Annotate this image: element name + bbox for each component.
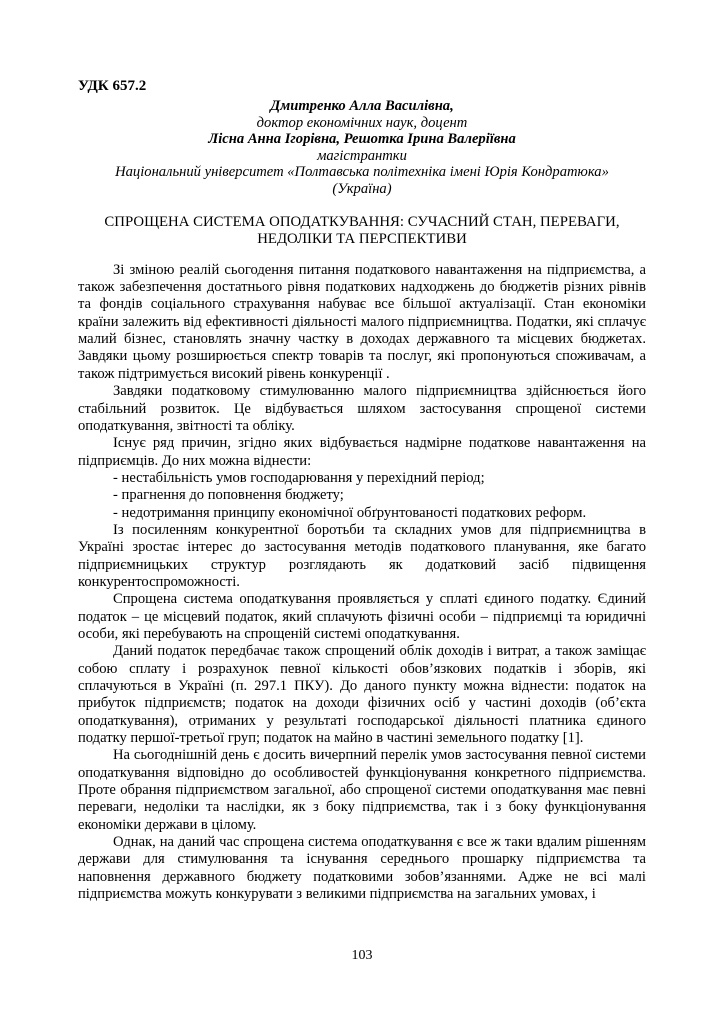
paragraph: На сьогоднішній день є досить вичерпний перелік умов застосування певної системи оподаткування відповідно до особливостей функціонування конкретного підприємства. Проте обрання підприємством загальної, або спрощеної системи оподаткування має певні переваги, недоліки та наслідки, як з боку підприємства, так і з боку функціонування економіки держави в цілому.	[78, 747, 646, 833]
paragraph: Завдяки податковому стимулюванню малого підприємництва здійснюється його стабільний розвиток. Це відбувається шляхом застосування спрощеної системи оподаткування, звітності та обліку.	[78, 383, 646, 434]
list-item: - прагнення до поповнення бюджету;	[113, 487, 344, 504]
paragraph: Спрощена система оподаткування проявляється у сплаті єдиного податку. Єдиний податок – це місцевий податок, який сплачують фізичні особи – підприємці та юридичні особи, які перебувають на спрощеній системі оподаткування.	[78, 591, 646, 642]
list-item: - недотримання принципу економічної обґрунтованості податкових реформ.	[113, 504, 587, 521]
reasons-list	[78, 470, 646, 522]
author-names-secondary: Лісна Анна Ігорівна, Решотка Ірина Валеріївна	[208, 131, 516, 148]
paragraph: Існує ряд причин, згідно яких відбувається надмірне податкове навантаження на підприємців. До них можна віднести:	[78, 435, 646, 469]
affiliation-country: (Україна)	[332, 180, 392, 197]
author-name-primary: Дмитренко Алла Василівна,	[270, 98, 454, 114]
page-number: 103	[351, 948, 373, 963]
page-content	[78, 78, 646, 903]
author-degree: доктор економічних наук, доцент	[256, 114, 468, 131]
paragraph: Однак, на даний час спрощена система оподаткування є все ж таки вдалим рішенням держави для стимулювання та існування середнього прошарку підприємства та наповнення державного бюджету податковими зобов’язаннями. Адже не всі малі підприємства можуть конкурувати з великими підприємства на загальних умовах, і	[78, 834, 646, 903]
paragraph: Із посиленням конкурентної боротьби та складних умов для підприємництва в Україні зростає інтерес до застосування методів податкового планування, яке багато підприємницьких структур розглядають як додатковий засіб підвищення конкурентоспроможності.	[78, 521, 646, 590]
article-body	[78, 262, 646, 904]
list-item: - нестабільність умов господарювання у перехідний період;	[113, 469, 485, 486]
paragraph: Даний податок передбачає також спрощений облік доходів і витрат, а також заміщає собою сплату і розрахунок певної кількості обов’язкових податків і зборів, які сплачуються в Україні (п. 297.1 ПКУ). До даного пункту можна віднести: податок на прибуток підприємств; податок на доходи фізичних осіб у частині доходів (об’єкта оподаткування), отриманих у результаті господарської діяльності платника єдиного податку першої-третьої груп; податок на майно в частині земельного податку [1].	[78, 643, 646, 747]
author-role: магістрантки	[317, 147, 407, 164]
udc-code: УДК 657.2	[78, 78, 147, 94]
paragraph: Зі зміною реалій сьогодення питання податкового навантаження на підприємства, а також забезпечення достатнього рівня податкових надходжень до бюджетів різних рівнів та фондів соціального страхування набуває все більшої актуалізації. Стан економіки країни залежить від ефективності діяльності малого підприємництва. Податки, які сплачує малий бізнес, становлять значну частку в доходах державного та місцевих бюджетах. Завдяки цьому розширюється спектр товарів та послуг, які пропонуються споживачам, а також підтримується високий рівень конкуренції .	[78, 261, 646, 382]
affiliation: Національний університет «Полтавська політехніка імені Юрія Кондратюка»	[115, 164, 609, 181]
author-block	[78, 98, 646, 198]
article-title: СПРОЩЕНА СИСТЕМА ОПОДАТКУВАННЯ: СУЧАСНИЙ СТАН, ПЕРЕВАГИ, НЕДОЛІКИ ТА ПЕРСПЕКТИВИ	[104, 213, 620, 248]
